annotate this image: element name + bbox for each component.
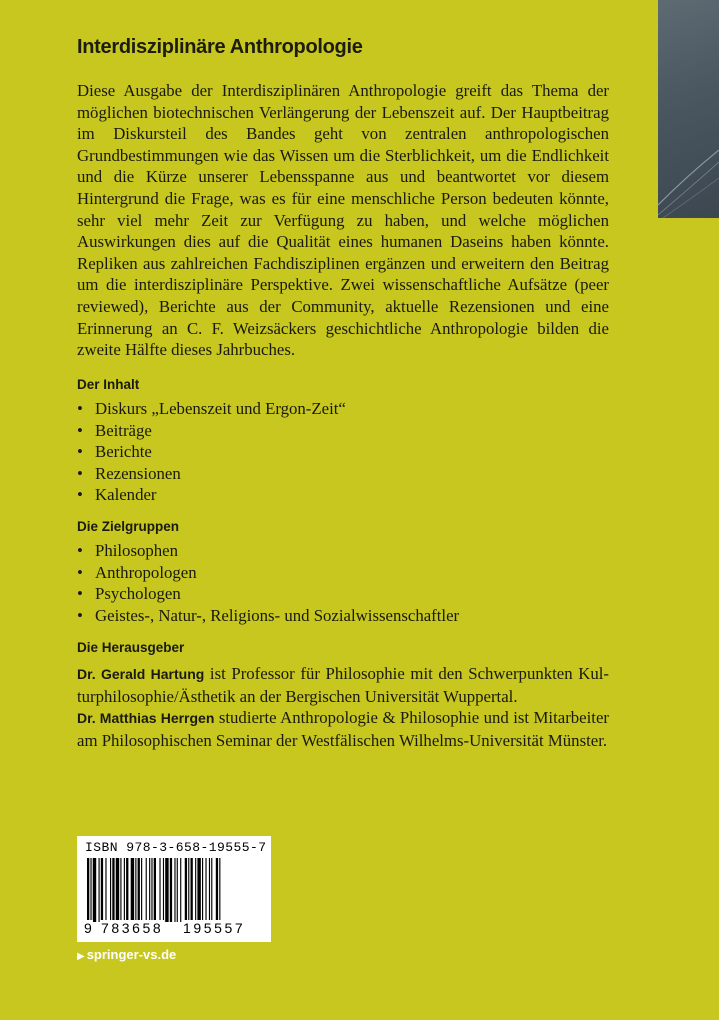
editor2-name: Dr. Matthias Herrgen bbox=[77, 710, 215, 727]
barcode-bar bbox=[159, 858, 160, 922]
barcode-bar bbox=[138, 858, 140, 922]
barcode-digits-right: 195557 bbox=[183, 920, 246, 936]
barcode-bar bbox=[120, 858, 121, 922]
intro-paragraph: Diese Ausgabe der Interdisziplinären Anthropologie greift das Thema der möglichen biotechnischen Verlängerung der Lebenszeit auf. Der Hauptbeitrag im Diskursteil des Bandes geht von zentralen anthropologischen Grundbestimmungen wie das Wissen um die Sterblichkeit, um die Endlichkeit und die Kürze unserer Lebensspanne aus und beantwortet vor diesem Hintergrund die Frage, was es für eine menschliche Person bedeuten könnte, sehr viel mehr Zeit zur Verfügung zu haben, und welche möglichen Auswirkungen dies auf die Qualität eines humanen Daseins haben könnte. Repliken aus zahlreichen Fachdisziplinen ergänzen und erweitern den Beitrag um die interdisziplinäre Perspektive. Zwei wissenschaftliche Aufsätze (peer reviewed), Berichte aus der Community, aktuelle Rezensionen und eine Erinnerung an C. F. Weizsäckers geschichtliche Anthropologie bilden die zweite Hälfte dieses Jahrbuches. bbox=[77, 81, 609, 360]
bullet-icon: • bbox=[77, 584, 83, 604]
bullet-icon: • bbox=[77, 485, 83, 505]
barcode-bar bbox=[211, 858, 212, 922]
bullet-icon: • bbox=[77, 541, 83, 560]
editor1-bio: ist Professor für Philosophie mit den Schwerpunkten Kulturphilosophie/Ästhetik an der Bergischen Universität Wuppertal. bbox=[77, 664, 609, 706]
list-item: • Psychologen bbox=[77, 584, 181, 604]
cover-corner-graphic bbox=[658, 0, 719, 218]
barcode-bar bbox=[110, 858, 111, 922]
barcode-bar bbox=[116, 858, 119, 922]
publisher-url: springer-vs.de bbox=[86, 947, 177, 962]
barcode-bar bbox=[205, 858, 206, 922]
editor1-name: Dr. Gerald Hartung bbox=[77, 666, 205, 682]
barcode-bar bbox=[195, 858, 196, 922]
bullet-icon: • bbox=[77, 420, 83, 440]
list-item: • Rezensionen bbox=[77, 463, 181, 483]
barcode-bar bbox=[197, 858, 200, 922]
barcode-bar bbox=[151, 858, 152, 922]
contents-heading: Der Inhalt bbox=[77, 377, 140, 392]
bullet-icon: • bbox=[77, 463, 83, 483]
barcode-bar bbox=[216, 858, 218, 922]
barcode-bar bbox=[126, 858, 128, 922]
editors-paragraph bbox=[77, 663, 609, 751]
list-item: • Diskurs „Lebenszeit und Ergon-Zeit“ bbox=[77, 399, 346, 418]
isbn-barcode bbox=[77, 836, 271, 942]
editors-heading: Die Herausgeber bbox=[77, 640, 185, 655]
bullet-icon: • bbox=[77, 399, 83, 418]
barcode-bar bbox=[124, 858, 125, 922]
contents-list bbox=[77, 398, 346, 506]
barcode-bar bbox=[177, 858, 178, 922]
page-title: Interdisziplinäre Anthropologie bbox=[77, 36, 363, 58]
bullet-icon: • bbox=[77, 562, 83, 582]
barcode-bar bbox=[180, 858, 181, 922]
barcode-bar bbox=[93, 858, 96, 922]
barcode-digit-first: 9 bbox=[84, 920, 92, 936]
barcode-bar bbox=[188, 858, 189, 922]
list-item: • Kalender bbox=[77, 485, 157, 505]
barcode-bar bbox=[149, 858, 150, 922]
barcode-bar bbox=[131, 858, 134, 922]
list-item: • Geistes-, Natur-, Religions- und Sozialwissenschaftler bbox=[77, 605, 460, 625]
barcode-bar bbox=[141, 858, 142, 922]
list-item: • Berichte bbox=[77, 442, 152, 462]
barcode-bar bbox=[101, 858, 103, 922]
barcode-bar bbox=[170, 858, 172, 922]
arrow-right-icon: ▶ bbox=[77, 951, 85, 962]
barcode-bar bbox=[146, 858, 147, 922]
list-item: • Anthropologen bbox=[77, 562, 197, 582]
barcode-bar bbox=[135, 858, 136, 922]
barcode-bar bbox=[191, 858, 193, 922]
corner-swoosh-icon bbox=[658, 0, 719, 218]
publisher-link[interactable] bbox=[77, 947, 176, 962]
barcode-bar bbox=[202, 858, 203, 922]
editor2-bio: studierte Anthropologie & Philosophie und ist Mitarbeiter am Philosophischen Seminar der Westfälischen Wilhelms-Universität Münster. bbox=[77, 708, 609, 750]
audience-heading: Die Zielgruppen bbox=[77, 519, 180, 534]
barcode-bar bbox=[209, 858, 210, 922]
barcode-bar bbox=[105, 858, 106, 922]
audience-list bbox=[77, 540, 459, 626]
barcode-bar bbox=[112, 858, 114, 922]
barcode-bar bbox=[174, 858, 175, 922]
list-item: • Beiträge bbox=[77, 420, 152, 440]
barcode-digits bbox=[77, 920, 271, 938]
list-item: • Philosophen bbox=[77, 541, 178, 560]
isbn-label: ISBN 978-3-658-19555-7 bbox=[85, 840, 267, 855]
barcode-bar bbox=[165, 858, 168, 922]
bullet-icon: • bbox=[77, 442, 83, 462]
bullet-icon: • bbox=[77, 605, 83, 625]
barcode-bar bbox=[99, 858, 100, 922]
barcode-digits-left: 783658 bbox=[101, 920, 164, 936]
barcode-bar bbox=[185, 858, 187, 922]
barcode-bar bbox=[163, 858, 164, 922]
